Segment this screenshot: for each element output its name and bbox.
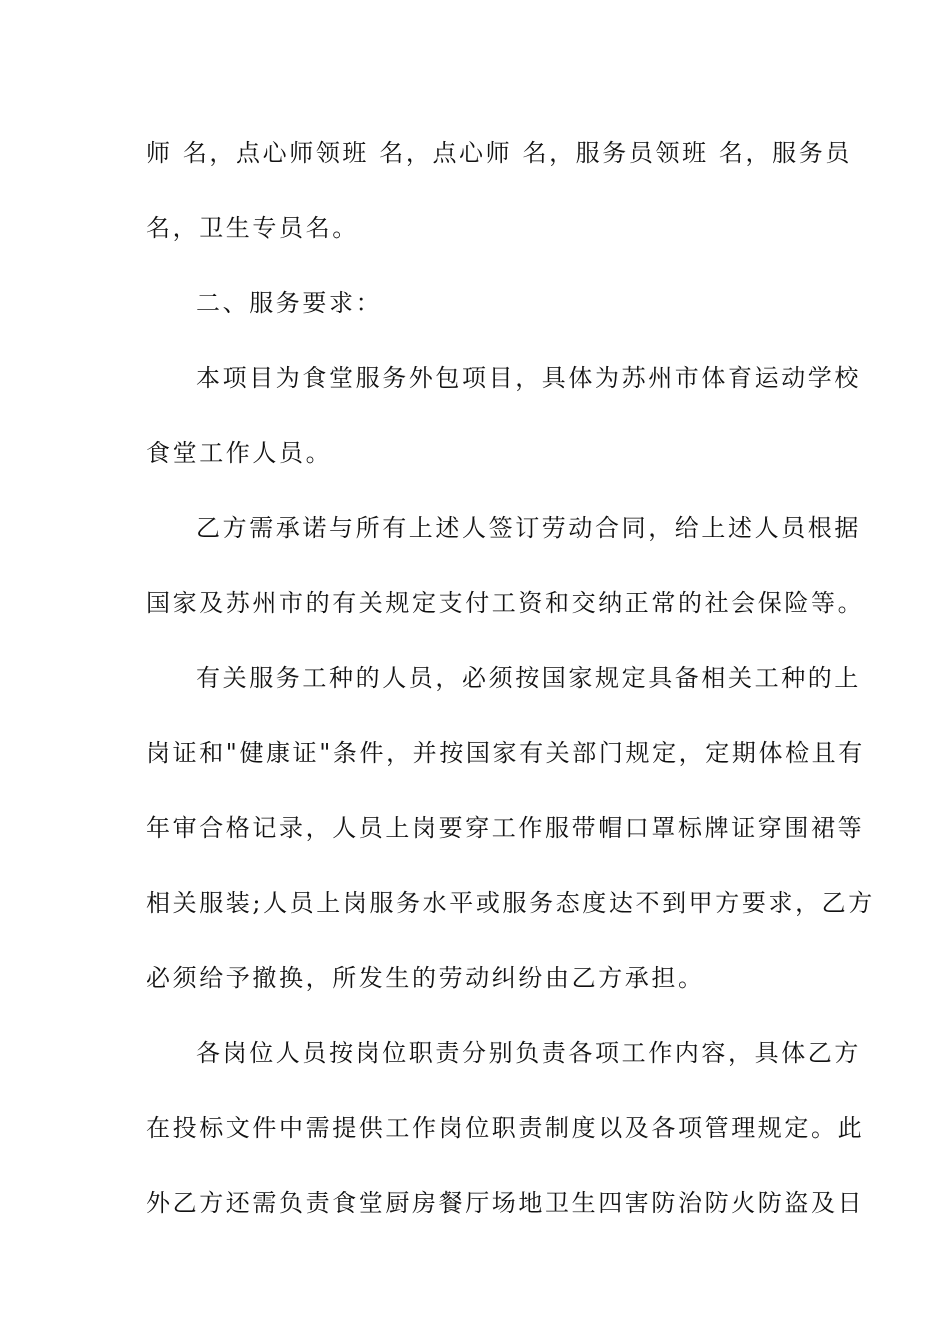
text-line: 在投标文件中需提供工作岗位职责制度以及各项管理规定。此	[146, 1114, 865, 1142]
section-heading: 二、服务要求：	[196, 289, 383, 317]
text-line: 相关服装;人员上岗服务水平或服务态度达不到甲方要求，乙方	[146, 889, 875, 917]
text-line: 本项目为食堂服务外包项目，具体为苏州市体育运动学校	[196, 364, 861, 392]
text-line: 年审合格记录，人员上岗要穿工作服带帽口罩标牌证穿围裙等	[146, 814, 865, 842]
text-line: 乙方需承诺与所有上述人签订劳动合同，给上述人员根据	[196, 514, 861, 542]
text-line: 师 名，点心师领班 名，点心师 名，服务员领班 名，服务员	[146, 139, 852, 167]
text-line: 各岗位人员按岗位职责分别负责各项工作内容，具体乙方	[196, 1039, 861, 1067]
text-line: 食堂工作人员。	[146, 439, 333, 467]
text-line: 有关服务工种的人员，必须按国家规定具备相关工种的上	[196, 664, 861, 692]
text-line: 必须给予撤换，所发生的劳动纠纷由乙方承担。	[146, 964, 705, 992]
text-line: 名，卫生专员名。	[146, 214, 359, 242]
text-line: 外乙方还需负责食堂厨房餐厅场地卫生四害防治防火防盗及日	[146, 1189, 865, 1217]
text-line: 岗证和"健康证"条件，并按国家有关部门规定，定期体检且有	[146, 739, 865, 767]
text-line: 国家及苏州市的有关规定支付工资和交纳正常的社会保险等。	[146, 589, 865, 617]
